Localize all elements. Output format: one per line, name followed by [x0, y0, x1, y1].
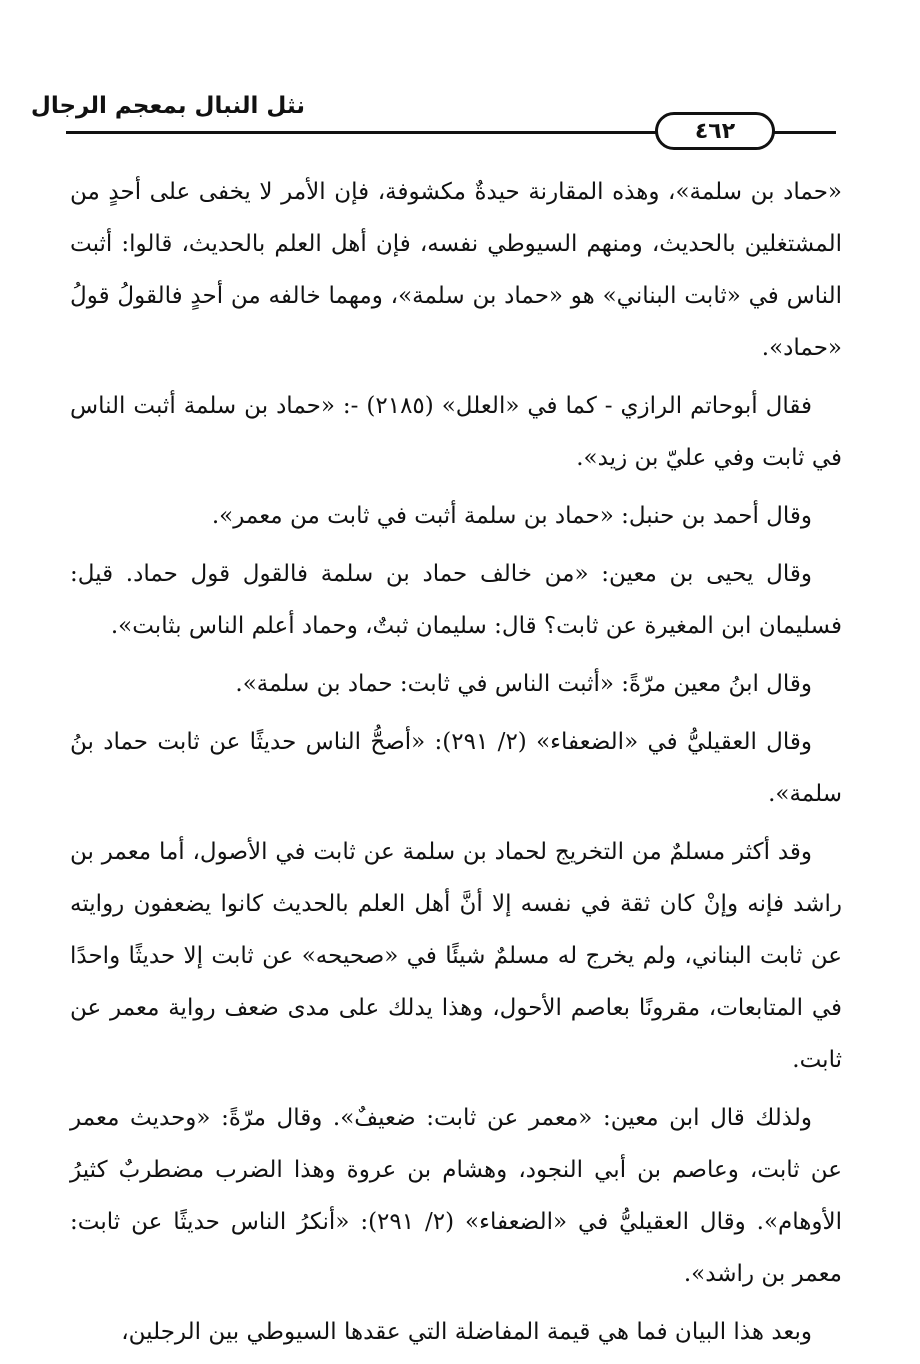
body-text	[70, 166, 842, 1364]
paragraph-9: وبعد هذا البيان فما هي قيمة المفاضلة التي عقدها السيوطي بين الرجلين،	[121, 1319, 812, 1345]
paragraph-5: وقال ابنُ معين مرّةً: «أثبت الناس في ثابت: حماد بن سلمة».	[235, 671, 812, 697]
page-number-frame	[655, 112, 775, 150]
paragraph-2: فقال أبوحاتم الرازي - كما في «العلل» (٢١٨٥) -: «حماد بن سلمة أثبت الناس في ثابت وفي عليّ بن زيد».	[70, 393, 842, 471]
paragraph-7: وقد أكثر مسلمٌ من التخريج لحماد بن سلمة عن ثابت في الأصول، أما معمر بن راشد فإنه وإنْ كان ثقة في نفسه إلا أنَّ أهل العلم بالحديث كانوا يضعفون روايته عن ثابت البناني، ولم يخرج له مسلمٌ شيئًا في «صحيحه» عن ثابت إلا حديثًا واحدًا في المتابعات، مقرونًا بعاصم الأحول، وهذا يدلك على مدى ضعف رواية معمر عن ثابت.	[70, 839, 842, 1073]
paragraph-3: وقال أحمد بن حنبل: «حماد بن سلمة أثبت في ثابت من معمر».	[211, 503, 812, 529]
paragraph-6: وقال العقيليُّ في «الضعفاء» (٢/ ٢٩١): «أصحُّ الناس حديثًا عن ثابت حماد بنُ سلمة».	[70, 729, 842, 807]
paragraph-4: وقال يحيى بن معين: «من خالف حماد بن سلمة فالقول قول حماد. قيل: فسليمان ابن المغيرة عن ثابت؟ قال: سليمان ثبتٌ، وحماد أعلم الناس بثابت».	[70, 561, 842, 639]
page-number: ٤٦٢	[694, 118, 736, 144]
paragraph-1: «حماد بن سلمة»، وهذه المقارنة حيدةٌ مكشوفة، فإن الأمر لا يخفى على أحدٍ من المشتغلين بالحديث، ومنهم السيوطي نفسه، فإن أهل العلم بالحديث، قالوا: أثبت الناس في «ثابت البناني» هو «حماد بن سلمة»، ومهما خالفه من أحدٍ فالقولُ قولُ «حماد».	[70, 179, 842, 361]
paragraph-8: ولذلك قال ابن معين: «معمر عن ثابت: ضعيفٌ». وقال مرّةً: «وحديث معمر عن ثابت، وعاصم بن أبي النجود، وهشام بن عروة وهذا الضرب مضطربٌ كثيرُ الأوهام». وقال العقيليُّ في «الضعفاء» (٢/ ٢٩١): «أنكرُ الناس حديثًا عن ثابت: معمر بن راشد».	[70, 1105, 843, 1287]
running-title: نثل النبال بمعجم الرجال	[30, 93, 305, 119]
